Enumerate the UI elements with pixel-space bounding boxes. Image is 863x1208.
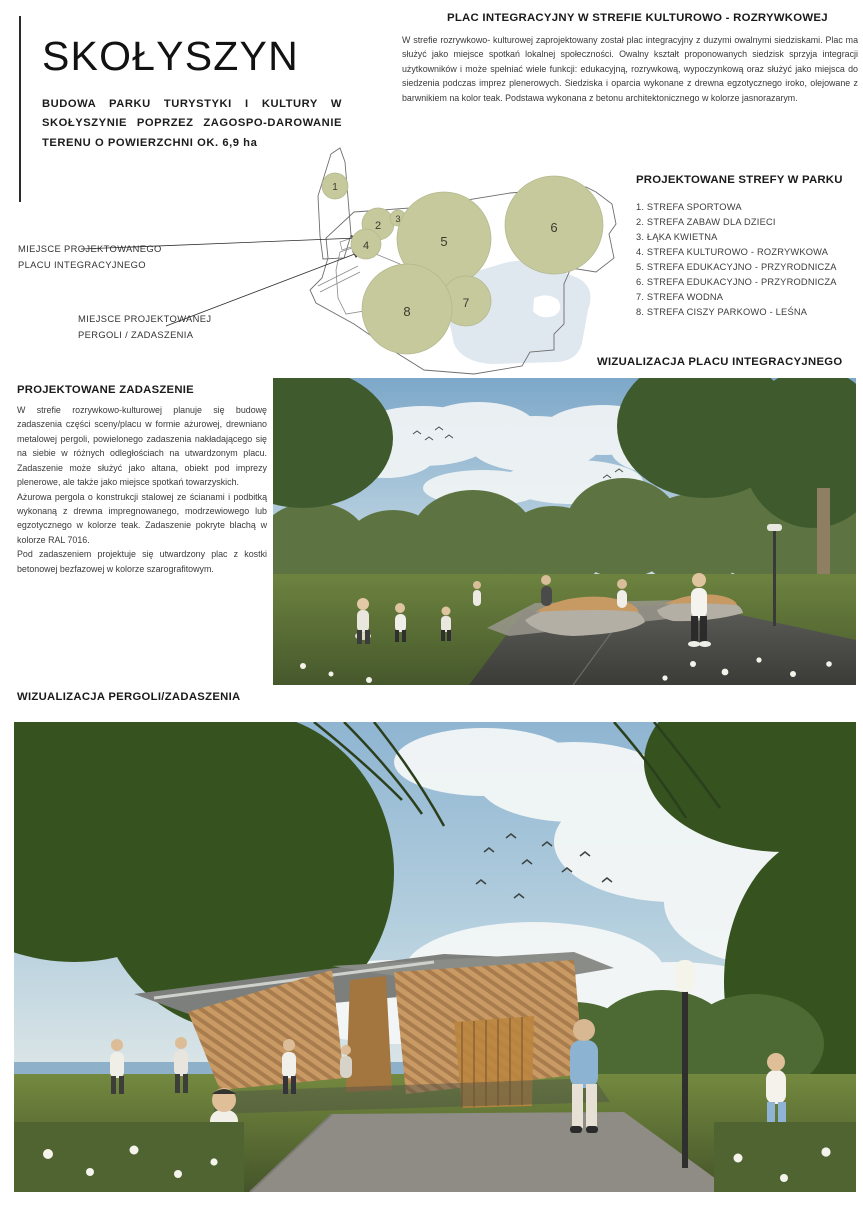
caption-pergola-visualization: WIZUALIZACJA PERGOLI/ZADASZENIA [17, 691, 241, 703]
zones-list [636, 200, 861, 320]
zone-label-4: 4 [362, 240, 370, 252]
water-island-shape [533, 295, 560, 317]
site-plan-svg [296, 138, 641, 393]
zone-label-2: 2 [374, 220, 382, 232]
callout-plac-line2: PLACU INTEGRACYJNEGO [18, 258, 146, 270]
callout-pergola-line1: MIEJSCE PROJEKTOWANEJ [78, 313, 212, 324]
zones-heading: PROJEKTOWANE STREFY W PARKU [636, 174, 843, 186]
callout-plac-line1: MIEJSCE PROJEKTOWANEGO [18, 243, 162, 254]
project-subtitle: BUDOWA PARKU TURYSTYKI I KULTURY W SKOŁYSZYNIE POPRZEZ ZAGOSPO-DAROWANIE TERENU O POWIERZCHNI OK. 6,9 ha [42, 98, 342, 149]
zone-item: 2. STREFA ZABAW DLA DZIECI [636, 217, 776, 228]
leader-line-pergola [166, 252, 360, 326]
zone-item: 7. STREFA WODNA [636, 292, 724, 303]
zadaszenie-paragraph: Pod zadaszeniem projektuje się utwardzony plac z kostki betonowej bezfazowej w kolorze szarografitowym. [17, 549, 267, 574]
zone-label-1: 1 [332, 182, 338, 193]
render-plac-integracyjny [273, 378, 856, 685]
zadaszenie-section [17, 384, 267, 576]
pergola-column-centre [346, 976, 392, 1092]
zone-label-6: 6 [550, 220, 558, 235]
zadaszenie-paragraph: W strefie rozrywkowo-kulturowej planuje się budowę zadaszenia części sceny/placu w formie ażurowej, drewniano metalowej pergoli, powielonego zadaszenia nakładającego się na siebie w różnych odległościach na utwardzonym placu. Zadaszenie może służyć jako altana, obiekt pod imprezy plenerowe, ale także jako miejsce spotkań towarzyskich. [17, 405, 267, 488]
plac-section-body: W strefie rozrywkowo- kulturowej zaprojektowany został plac integracyjny z duzymi owalnymi siedziskami. Plac ma służyć jako miejsce spotkań lokalnej społeczności. Owalny kształt proponowanych siedzisk sprzyja integracji użytkowników i może spełniać wiele funkcji: edukacyjną, rozrywkową, wypoczynkową oraz służyć jako miejsca do siedzenia podczas imprez plenerowych. Siedziska i oparcia wykonane z drewna egzotycznego iroko, olejowane z barwnikiem na kolor teak. Podstawa wykonana z betonu architektonicznego w kolorze jasnorazarym. [402, 35, 858, 103]
zone-label-5: 5 [440, 234, 448, 249]
zone-label-7: 7 [462, 296, 470, 310]
zone-item: 8. STREFA CISZY PARKOWO - LEŚNA [636, 307, 808, 318]
site-plan-map [296, 138, 641, 393]
caption-plac-visualization: WIZUALIZACJA PLACU INTEGRACYJNEGO [597, 356, 843, 368]
plac-section-heading: PLAC INTEGRACYJNY W STREFIE KULTUROWO - ROZRYWKOWEJ [447, 12, 828, 24]
zone-item: 1. STREFA SPORTOWA [636, 202, 742, 212]
title-accent-rule [19, 16, 21, 202]
zadaszenie-paragraph: Ażurowa pergola o konstrukcji stalowej ze ścianami i podbitką wykonaną z drewna impregnowanego, modrzewiowego lub egzotycznego w kolorze teak. Zadaszenie pokryte blachą w kolorze RAL 7016. [17, 491, 267, 545]
zone-item: 4. STREFA KULTUROWO - ROZRYWKOWA [636, 247, 829, 258]
zadaszenie-heading: PROJEKTOWANE ZADASZENIE [17, 384, 194, 396]
callout-pergola [78, 311, 211, 342]
zone-item: 3. ŁĄKA KWIETNA [636, 232, 718, 243]
parcel-north-strip [318, 148, 351, 259]
render-pergola-svg [14, 722, 856, 1192]
zone-label-3: 3 [395, 214, 401, 224]
zone-item: 6. STREFA EDUKACYJNO - PRZYRODNICZA [636, 277, 837, 288]
callout-pergola-line2: PERGOLI / ZADASZENIA [78, 328, 194, 340]
title-block [42, 33, 342, 153]
page-title: SKOŁYSZYN [42, 33, 299, 79]
render-plac-svg [273, 378, 856, 685]
zone-label-8: 8 [403, 304, 411, 319]
zone-item: 5. STREFA EDUKACYJNO - PRZYRODNICZA [636, 262, 837, 273]
render-pergola-zadaszenie [14, 722, 856, 1192]
callout-plac-integracyjny [18, 241, 162, 272]
